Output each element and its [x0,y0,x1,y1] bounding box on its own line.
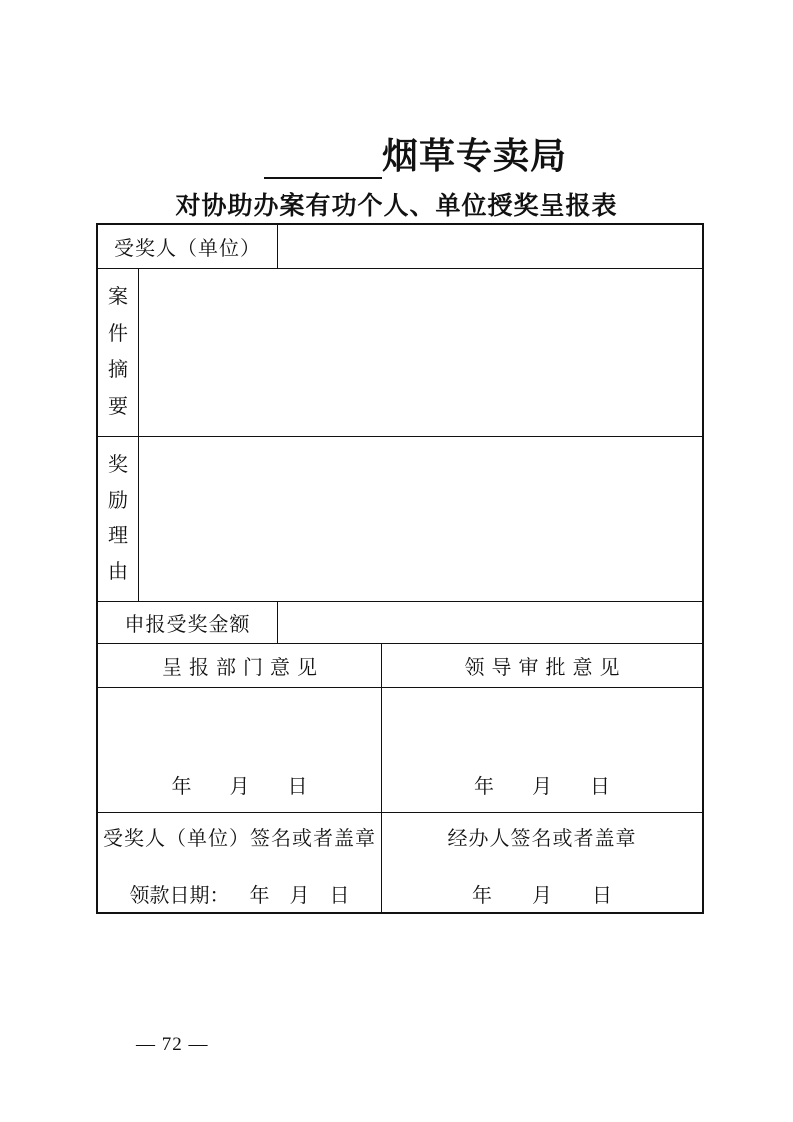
day-label: 日 [592,885,612,907]
recipient-signature-label: 受奖人（单位）签名或者盖章 [103,828,376,850]
reward-reason-char-2: 励 [108,489,128,512]
reward-reason-char-1: 奖 [108,453,128,476]
bureau-title-inner [264,128,567,179]
row-opinion-bodies [98,688,702,813]
bureau-title-text: 烟草专卖局 [381,136,567,176]
month-label: 月 [229,776,250,798]
reward-reason-field[interactable] [139,437,702,601]
month-label: 月 [532,776,552,798]
year-label: 年 [171,776,192,798]
handler-signature-cell[interactable] [382,813,702,912]
day-label: 日 [287,776,308,798]
month-label: 月 [289,885,310,907]
dept-opinion-header: 呈报部门意见 [98,644,382,687]
recipient-value-field[interactable] [278,225,702,268]
award-form-table [96,223,704,914]
form-title: 对协助办案有功个人、单位授奖呈报表 [175,192,618,220]
leader-opinion-header: 领导审批意见 [464,657,627,679]
handler-signature-label: 经办人签名或者盖章 [447,828,637,850]
day-label: 日 [329,885,350,907]
year-label: 年 [249,885,270,907]
declared-amount-field[interactable] [278,602,702,643]
collect-date-line [130,879,350,908]
case-summary-char-2: 件 [108,322,128,345]
row-reward-reason [98,437,702,602]
year-label: 年 [474,776,494,798]
bureau-title [0,128,793,179]
page-number: — 72 — [136,1034,209,1055]
recipient-signature-cell[interactable] [98,813,382,912]
handler-date-line [472,879,612,908]
case-summary-char-1: 案 [108,286,128,309]
reward-reason-char-4: 由 [108,561,128,584]
title-blank-underline [264,143,382,179]
dept-opinion-field[interactable] [98,688,382,812]
row-case-summary [98,269,702,437]
year-label: 年 [472,885,492,907]
leader-opinion-field[interactable] [382,688,702,812]
case-summary-field[interactable] [139,269,702,436]
case-summary-label [98,269,139,436]
collect-date-label: 领款日期： [129,885,230,907]
recipient-label: 受奖人（单位） [98,225,278,268]
reward-reason-label [98,437,139,601]
case-summary-char-4: 要 [108,395,128,418]
case-summary-char-3: 摘 [108,359,128,382]
day-label: 日 [590,776,610,798]
row-recipient [98,225,702,269]
declared-amount-label: 申报受奖金额 [98,602,278,643]
row-opinion-headers [98,644,702,688]
month-label: 月 [532,885,552,907]
reward-reason-char-3: 理 [108,525,128,548]
row-declared-amount [98,602,702,644]
row-signatures [98,813,702,912]
